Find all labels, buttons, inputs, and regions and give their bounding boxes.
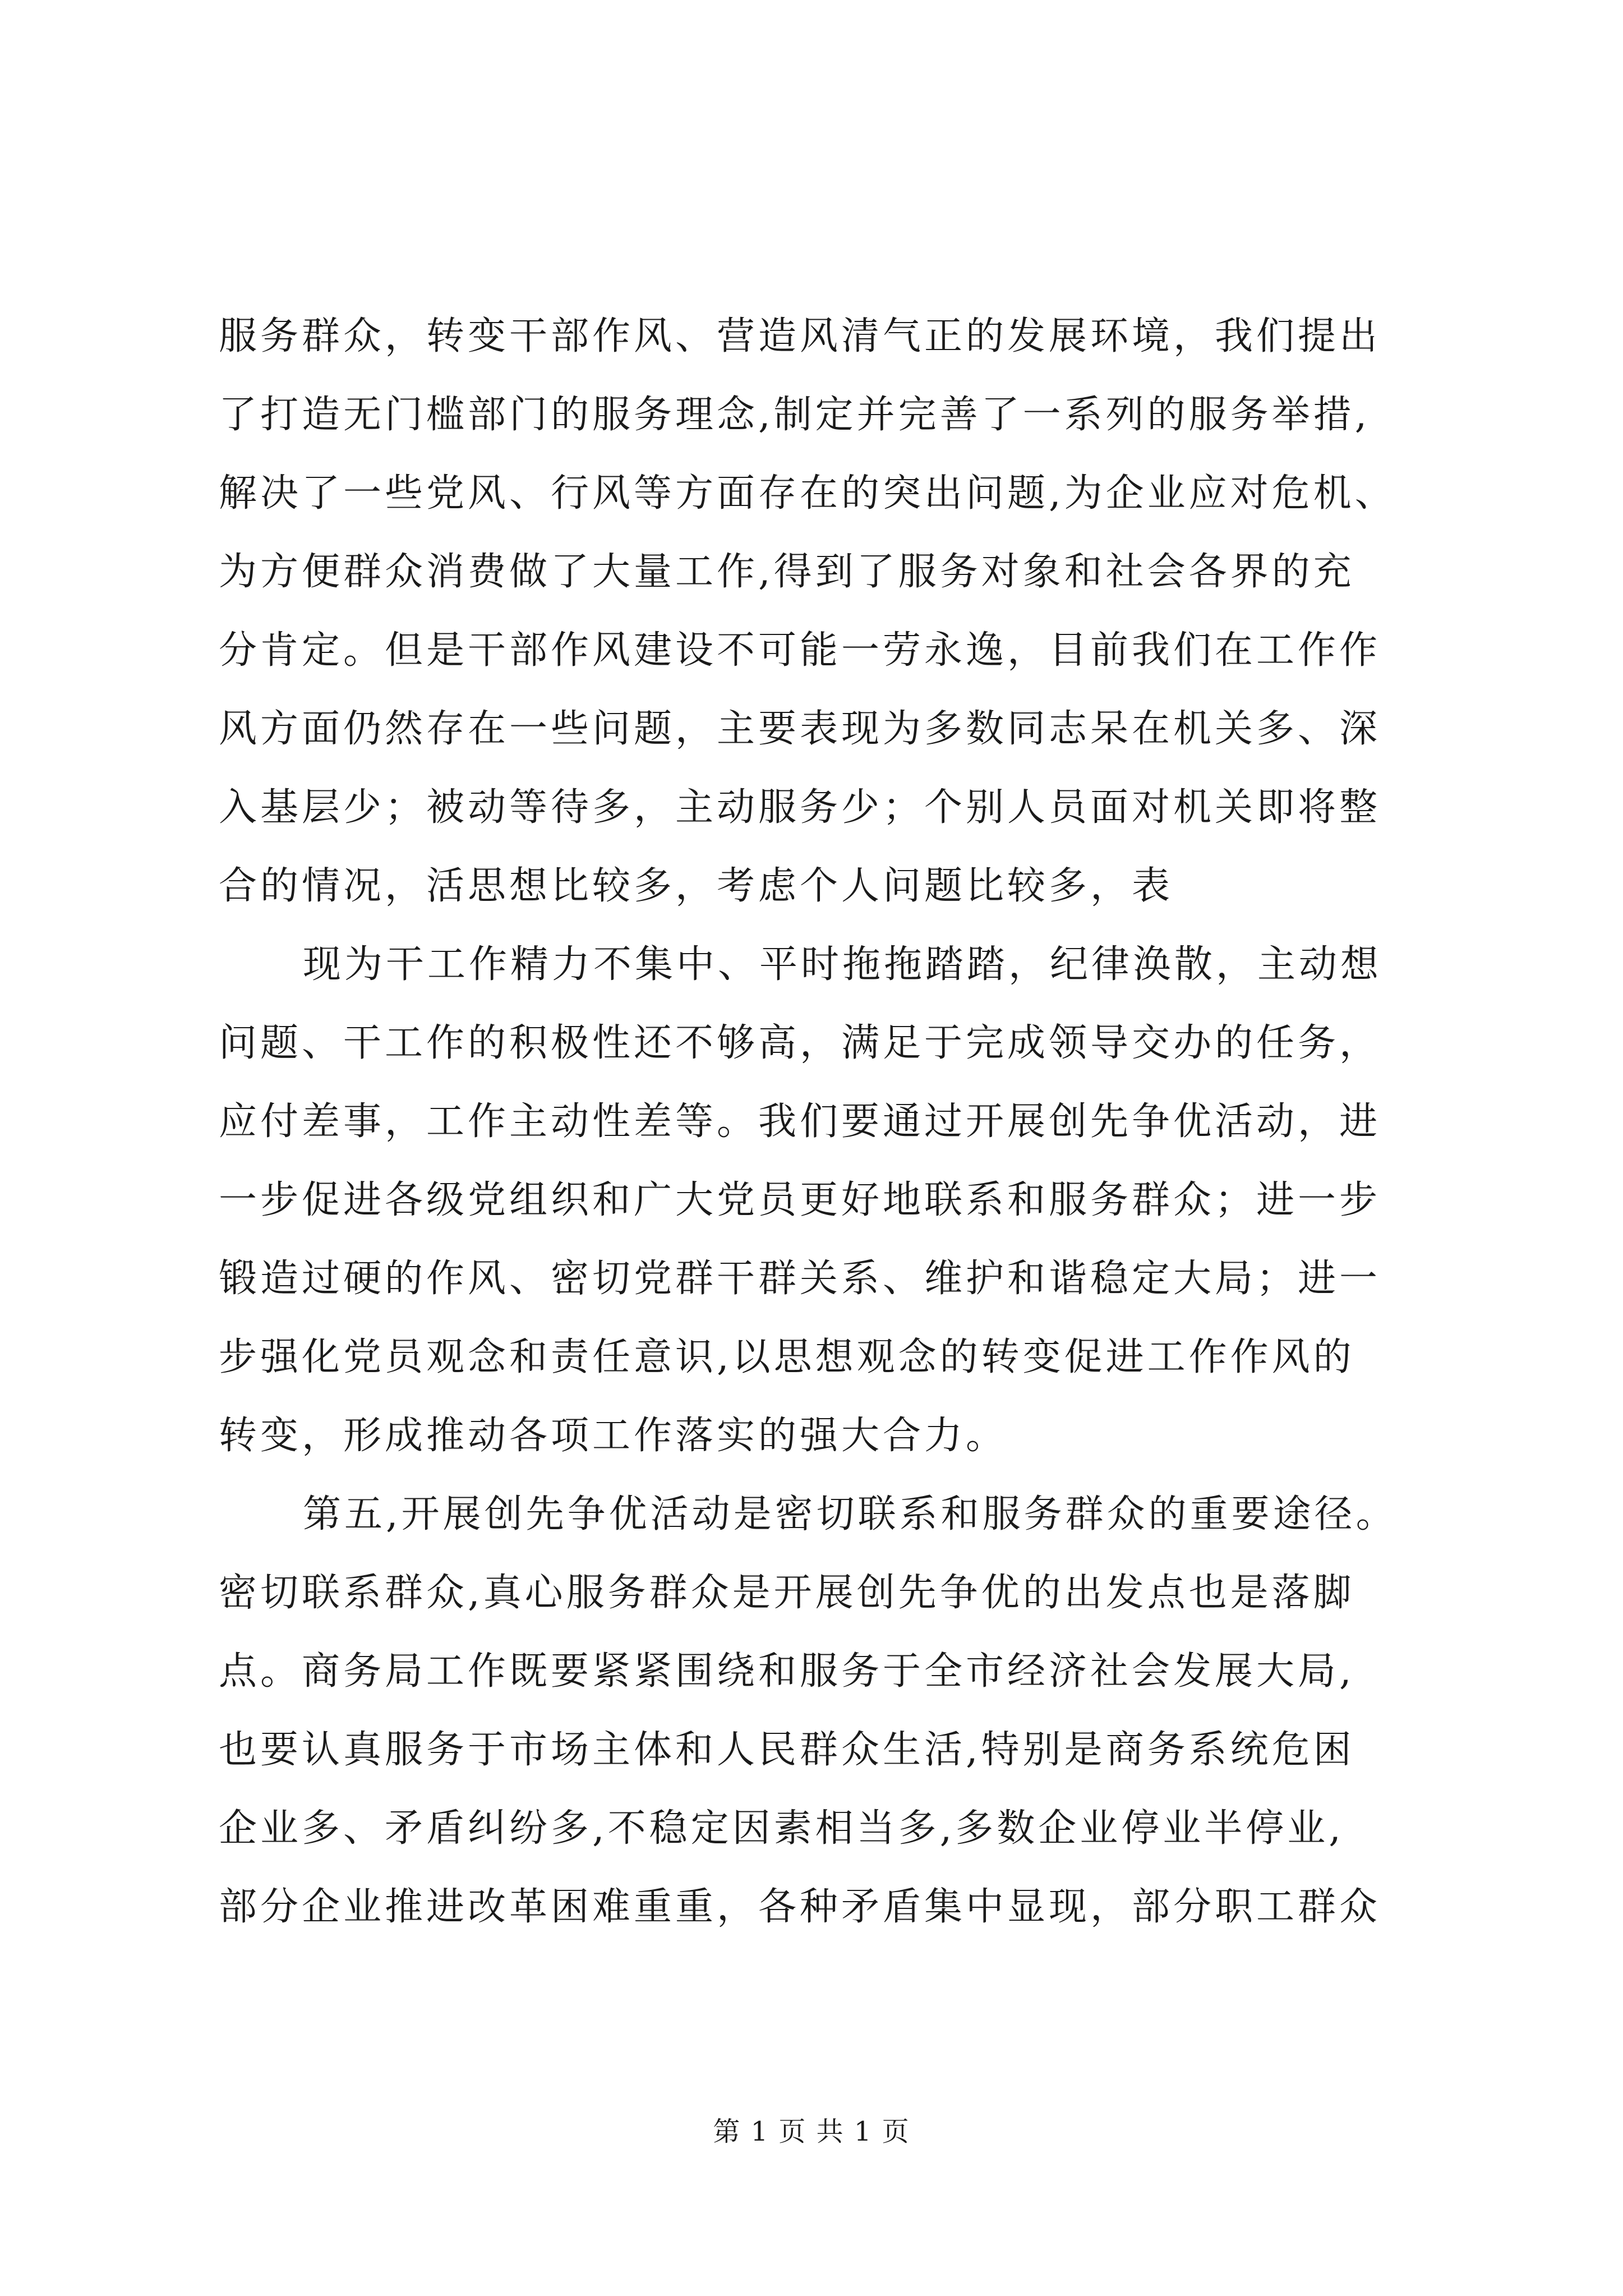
text-line: 入基层少；被动等待多，主动服务少；个别人员面对机关即将整 bbox=[219, 785, 1381, 830]
text-line: 解决了一些党风、行风等方面存在的突出问题,为企业应对危机、 bbox=[219, 471, 1396, 516]
text-line: 企业多、矛盾纠纷多,不稳定因素相当多,多数企业停业半停业, bbox=[219, 1806, 1344, 1851]
paragraph-start-line: 第五,开展创先争优活动是密切联系和服务群众的重要途径。 bbox=[303, 1492, 1398, 1536]
text-line: 也要认真服务于市场主体和人民群众生活,特别是商务系统危困 bbox=[219, 1728, 1355, 1772]
text-line: 应付差事，工作主动性差等。我们要通过开展创先争优活动，进 bbox=[219, 1099, 1381, 1144]
text-line: 锻造过硬的作风、密切党群干群关系、维护和谐稳定大局；进一 bbox=[219, 1257, 1381, 1301]
text-line: 问题、干工作的积极性还不够高，满足于完成领导交办的任务， bbox=[219, 1021, 1381, 1065]
text-line: 了打造无门槛部门的服务理念,制定并完善了一系列的服务举措, bbox=[219, 393, 1371, 437]
text-line: 风方面仍然存在一些问题，主要表现为多数同志呆在机关多、深 bbox=[219, 707, 1381, 751]
text-line: 密切联系群众,真心服务群众是开展创先争优的出发点也是落脚 bbox=[219, 1571, 1355, 1615]
text-line: 转变，形成推动各项工作落实的强大合力。 bbox=[219, 1414, 1008, 1458]
text-line: 服务群众，转变干部作风、营造风清气正的发展环境，我们提出 bbox=[219, 314, 1381, 358]
text-line: 合的情况，活思想比较多，考虑个人问题比较多，表 bbox=[219, 864, 1174, 908]
text-line: 部分企业推进改革困难重重，各种矛盾集中显现，部分职工群众 bbox=[219, 1885, 1381, 1929]
document-body bbox=[219, 297, 1453, 1947]
page-number-footer: 第 1 页 共 1 页 bbox=[713, 2116, 910, 2147]
text-line: 一步促进各级党组织和广大党员更好地联系和服务群众；进一步 bbox=[219, 1178, 1381, 1222]
text-line: 点。商务局工作既要紧紧围绕和服务于全市经济社会发展大局, bbox=[219, 1649, 1355, 1694]
text-line: 分肯定。但是干部作风建设不可能一劳永逸，目前我们在工作作 bbox=[219, 628, 1381, 673]
text-line: 步强化党员观念和责任意识,以思想观念的转变促进工作作风的 bbox=[219, 1335, 1355, 1379]
paragraph-start-line: 现为干工作精力不集中、平时拖拖踏踏，纪律涣散，主动想 bbox=[303, 942, 1382, 987]
text-line: 为方便群众消费做了大量工作,得到了服务对象和社会各界的充 bbox=[219, 550, 1355, 594]
